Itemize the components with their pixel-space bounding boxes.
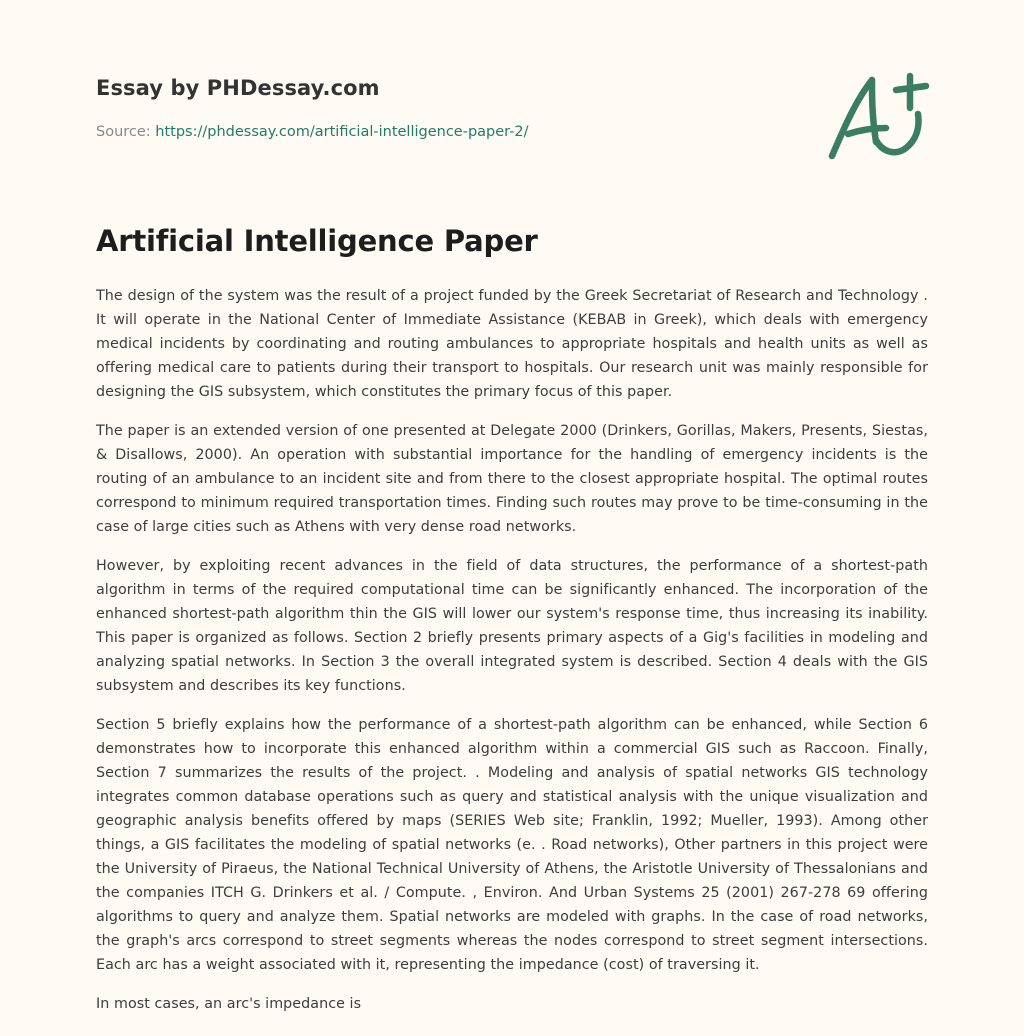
paragraph: Section 5 briefly explains how the performance of a shortest-path algorithm can be enhanced, while Section 6 demonstrates how to incorporate this enhanced algorithm within a commercial GIS such as Raccoon. Finally, Section 7 summarizes the results of the project. . Modeling and analysis of spatial networks GIS technology integrates common database operations such as query and statistical analysis with the unique visualization and geographic analysis benefits offered by maps (SERIES Web site; Franklin, 1992; Mueller, 1993). Among other things, a GIS facilitates the modeling of spatial networks (e. . Road networks), Other partners in this project were the University of Piraeus, the National Technical University of Athens, the Aristotle University of Thessalonians and the companies ITCH G. Drinkers et al. / Compute. , Environ. And Urban Systems 25 (2001) 267-278 69 offering algorithms to query and analyze them. Spatial networks are modeled with graphs. In the case of road networks, the graph's arcs correspond to street segments whereas the nodes correspond to street segment intersections. Each arc has a weight associated with it, representing the impedance (cost) of traversing it. <box>96 717 928 973</box>
source-link[interactable]: https://phdessay.com/artificial-intelligence-paper-2/ <box>155 124 529 140</box>
page-header <box>96 0 928 258</box>
paragraph: In most cases, an arc's impedance is <box>96 996 362 1012</box>
document-title: Artificial Intelligence Paper <box>96 224 538 258</box>
a-plus-grade-icon <box>826 68 930 164</box>
paragraph: The paper is an extended version of one presented at Delegate 2000 (Drinkers, Gorillas, Makers, Presents, Siestas, & Disallows, 2000). An operation with substantial importance for the handling of emergency incidents is the routing of an ambulance to an incident site and from there to the closest appropriate hospital. The optimal routes correspond to minimum required transportation times. Finding such routes may prove to be time-consuming in the case of large cities such as Athens with very dense road networks. <box>96 423 928 535</box>
source-line <box>96 124 529 140</box>
paragraph: The design of the system was the result of a project funded by the Greek Secretariat of Research and Technology . It will operate in the National Center of Immediate Assistance (KEBAB in Greek), which deals with emergency medical incidents by coordinating and routing ambulances to appropriate hospitals and health units as well as offering medical care to patients during their transport to hospitals. Our research unit was mainly responsible for designing the GIS subsystem, which constitutes the primary focus of this paper. <box>96 288 928 400</box>
essay-body <box>96 284 928 1031</box>
paragraph: However, by exploiting recent advances in the field of data structures, the performance of a shortest-path algorithm in terms of the required computational time can be significantly enhanced. The incorporation of the enhanced shortest-path algorithm thin the GIS will lower our system's response time, thus increasing its inability. This paper is organized as follows. Section 2 briefly presents primary aspects of a Gig's facilities in modeling and analyzing spatial networks. In Section 3 the overall integrated system is described. Section 4 deals with the GIS subsystem and describes its key functions. <box>96 558 928 694</box>
essay-page <box>96 0 928 1012</box>
brand-title: Essay by PHDessay.com <box>96 76 380 100</box>
source-label: Source: <box>96 124 151 140</box>
